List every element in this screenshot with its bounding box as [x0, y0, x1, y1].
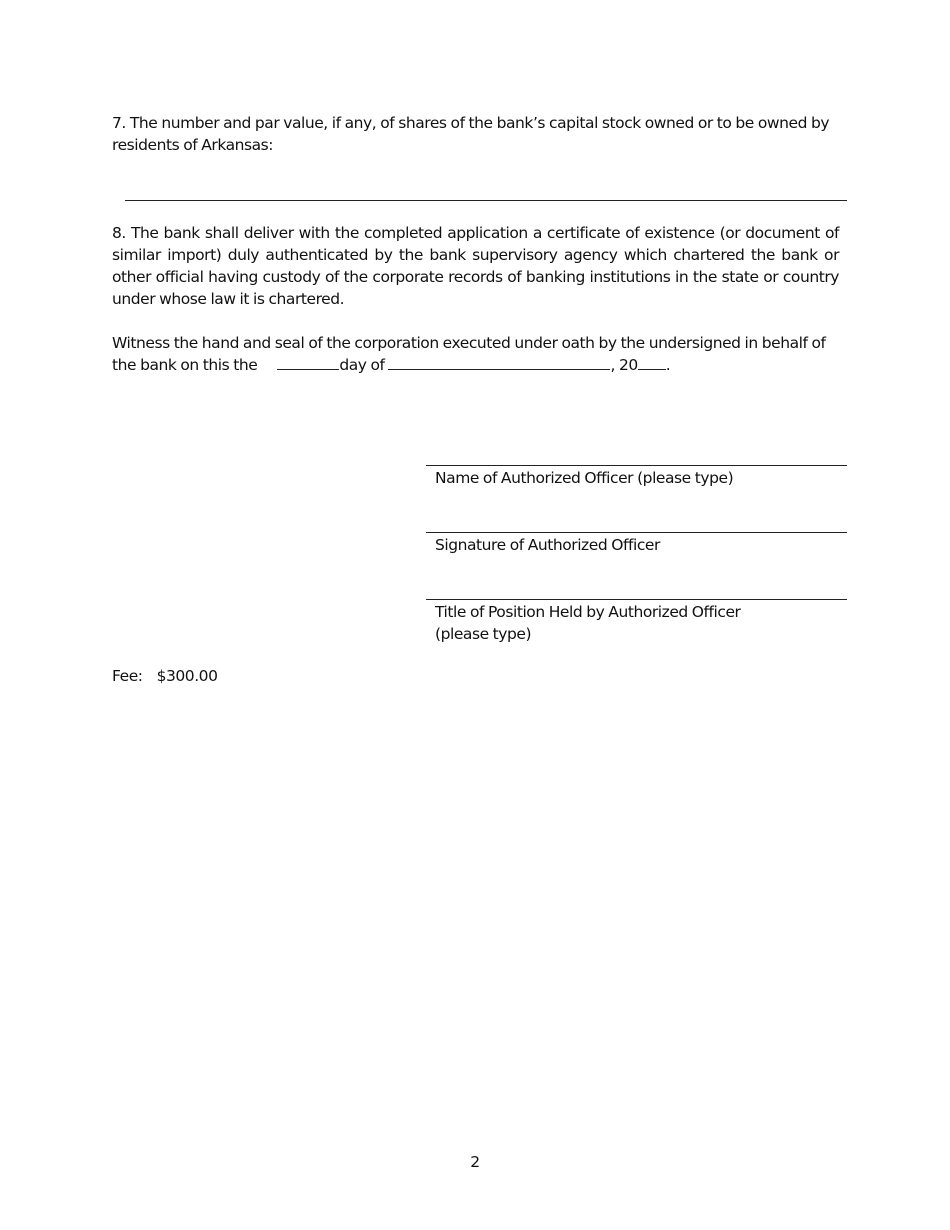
- month-blank[interactable]: [388, 354, 610, 370]
- witness-paragraph: [112, 332, 839, 376]
- title-officer-label: [426, 600, 847, 645]
- item-8-text: 8. The bank shall deliver with the completed application a certificate of existence (or document of similar import) duly authenticated by the bank supervisory agency which chartered the bank or other official having custody of the corporate records of banking institutions in the state or country under whose law it is chartered.: [112, 224, 839, 308]
- title-officer-block: [426, 599, 847, 645]
- signature-officer-label: Signature of Authorized Officer: [435, 536, 660, 554]
- fee-amount: $300.00: [156, 667, 218, 685]
- item-7-answer-line[interactable]: [125, 200, 847, 201]
- witness-prefix: the bank on this the: [112, 356, 258, 374]
- signature-officer-block: [426, 532, 847, 556]
- name-officer-label: Name of Authorized Officer (please type): [435, 469, 734, 487]
- fee-label: Fee:: [112, 667, 143, 685]
- witness-line-1: Witness the hand and seal of the corporation executed under oath by the undersigned in behalf of: [112, 334, 826, 352]
- year-prefix: , 20: [610, 356, 638, 374]
- day-of-label: day of: [339, 356, 385, 374]
- page-number: 2: [470, 1153, 480, 1171]
- title-officer-label-line-2: (please type): [435, 625, 532, 643]
- name-officer-block: [426, 465, 847, 489]
- witness-line-2: [112, 354, 839, 376]
- item-7-text: 7. The number and par value, if any, of shares of the bank’s capital stock owned or to be owned by residents of Arkansas:: [112, 114, 830, 154]
- year-blank[interactable]: [638, 354, 666, 370]
- title-officer-label-line-1: Title of Position Held by Authorized Officer: [435, 603, 741, 621]
- day-blank[interactable]: [277, 354, 339, 370]
- fee-row: [112, 665, 218, 687]
- witness-suffix: .: [665, 356, 671, 374]
